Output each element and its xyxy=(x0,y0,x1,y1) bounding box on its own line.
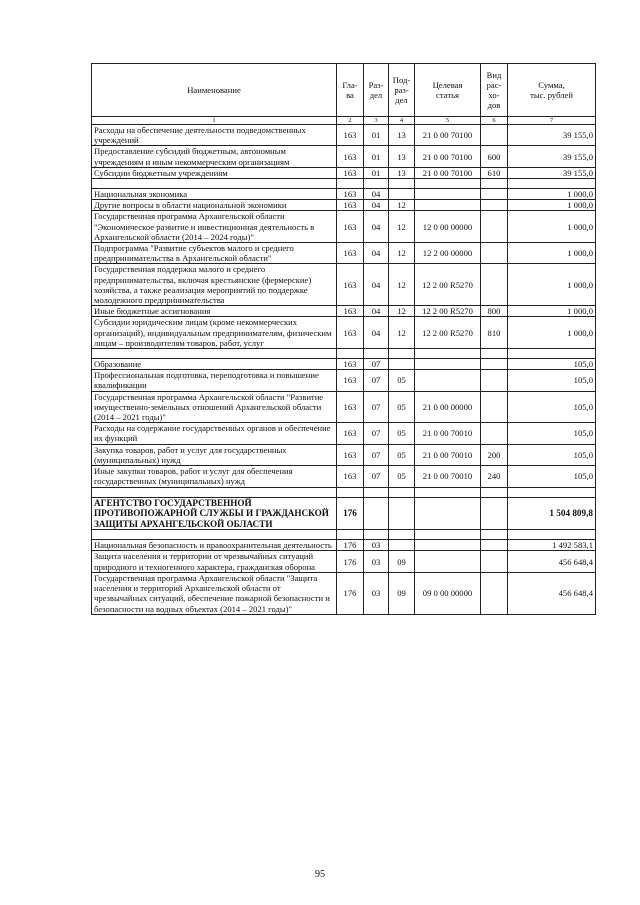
row-section: 07 xyxy=(364,359,389,370)
row-sum: 1 000,0 xyxy=(508,200,596,211)
row-sum: 39 155,0 xyxy=(508,125,596,146)
row-expense-type xyxy=(481,243,508,264)
row-expense-type xyxy=(481,264,508,306)
row-target-article xyxy=(415,530,481,540)
row-target-article: 21 0 00 70010 xyxy=(415,466,481,487)
row-sum: 39 155,0 xyxy=(508,146,596,167)
row-section: 04 xyxy=(364,211,389,243)
row-chapter: 163 xyxy=(337,211,364,243)
row-sum: 105,0 xyxy=(508,466,596,487)
row-sum xyxy=(508,487,596,497)
row-sum: 1 492 583,1 xyxy=(508,540,596,551)
row-expense-type: 240 xyxy=(481,466,508,487)
row-subsection: 05 xyxy=(389,370,415,391)
row-name: Иные бюджетные ассигнования xyxy=(92,306,337,317)
row-section: 04 xyxy=(364,200,389,211)
row-section: 01 xyxy=(364,167,389,178)
table-row xyxy=(92,551,596,572)
table-row xyxy=(92,391,596,423)
row-subsection: 13 xyxy=(389,146,415,167)
row-target-article: 12 2 00 00000 xyxy=(415,243,481,264)
row-target-article xyxy=(415,540,481,551)
row-subsection: 12 xyxy=(389,306,415,317)
row-name: Субсидии юридическим лицам (кроме некоммерческих организаций), индивидуальным предпринимателям, физическим лицам – производителям товаров, работ, услуг xyxy=(92,317,337,349)
row-subsection: 12 xyxy=(389,243,415,264)
row-target-article xyxy=(415,200,481,211)
page-number: 95 xyxy=(315,869,325,880)
row-sum: 105,0 xyxy=(508,370,596,391)
row-section: 04 xyxy=(364,264,389,306)
table-row xyxy=(92,359,596,370)
row-sum xyxy=(508,349,596,359)
row-subsection: 12 xyxy=(389,211,415,243)
table-row xyxy=(92,306,596,317)
table-row xyxy=(92,572,596,614)
row-name: Государственная поддержка малого и среднего предпринимательства, включая крестьянские (фермерские) хозяйства, а также реализация мероприятий по поддержке молодежного предпринимательства xyxy=(92,264,337,306)
header-chapter: Гла- ва xyxy=(337,64,364,117)
row-name: Другие вопросы в области национальной экономики xyxy=(92,200,337,211)
row-chapter xyxy=(337,179,364,189)
row-chapter: 163 xyxy=(337,146,364,167)
row-chapter: 176 xyxy=(337,497,364,530)
row-subsection: 12 xyxy=(389,264,415,306)
header-section: Раз- дел xyxy=(364,64,389,117)
row-name xyxy=(92,487,337,497)
row-name: Расходы на обеспечение деятельности подведомственных учреждений xyxy=(92,125,337,146)
row-target-article xyxy=(415,370,481,391)
row-section: 04 xyxy=(364,243,389,264)
row-chapter: 163 xyxy=(337,391,364,423)
header-sum: Сумма, тыс. рублей xyxy=(508,64,596,117)
row-name: Предоставление субсидий бюджетным, автономным учреждениям и иным некоммерческим организациям xyxy=(92,146,337,167)
row-expense-type xyxy=(481,125,508,146)
row-expense-type xyxy=(481,391,508,423)
row-expense-type xyxy=(481,572,508,614)
row-expense-type: 200 xyxy=(481,444,508,465)
table-row xyxy=(92,189,596,200)
row-target-article xyxy=(415,179,481,189)
row-expense-type xyxy=(481,200,508,211)
row-expense-type xyxy=(481,423,508,444)
row-subsection: 05 xyxy=(389,466,415,487)
table-row xyxy=(92,540,596,551)
spacer-row xyxy=(92,530,596,540)
row-section: 07 xyxy=(364,466,389,487)
table-row xyxy=(92,317,596,349)
table-row xyxy=(92,211,596,243)
row-target-article: 21 0 00 70100 xyxy=(415,125,481,146)
row-expense-type xyxy=(481,179,508,189)
row-expense-type xyxy=(481,540,508,551)
table-row xyxy=(92,444,596,465)
row-target-article: 12 2 00 R5270 xyxy=(415,317,481,349)
row-section: 01 xyxy=(364,146,389,167)
row-target-article: 12 0 00 00000 xyxy=(415,211,481,243)
column-number: 5 xyxy=(415,117,481,125)
row-subsection: 12 xyxy=(389,200,415,211)
row-target-article: 12 2 00 R5270 xyxy=(415,306,481,317)
header-subsection: Под- раз- дел xyxy=(389,64,415,117)
row-chapter: 163 xyxy=(337,359,364,370)
row-target-article: 09 0 00 00000 xyxy=(415,572,481,614)
row-sum: 1 504 809,8 xyxy=(508,497,596,530)
row-section: 04 xyxy=(364,306,389,317)
row-name xyxy=(92,349,337,359)
row-section: 03 xyxy=(364,551,389,572)
row-section: 03 xyxy=(364,572,389,614)
budget-table xyxy=(91,63,596,615)
row-expense-type xyxy=(481,530,508,540)
row-chapter: 163 xyxy=(337,466,364,487)
row-sum: 1 000,0 xyxy=(508,189,596,200)
row-chapter xyxy=(337,487,364,497)
row-expense-type: 800 xyxy=(481,306,508,317)
row-subsection: 13 xyxy=(389,125,415,146)
row-sum: 1 000,0 xyxy=(508,317,596,349)
row-subsection: 05 xyxy=(389,444,415,465)
row-expense-type xyxy=(481,551,508,572)
row-target-article xyxy=(415,487,481,497)
spacer-row xyxy=(92,179,596,189)
row-target-article: 21 0 00 00000 xyxy=(415,391,481,423)
row-name: Государственная программа Архангельской области "Развитие имущественно-земельных отношений Архангельской области (2014 – 2021 годы)" xyxy=(92,391,337,423)
row-chapter: 163 xyxy=(337,125,364,146)
row-chapter: 176 xyxy=(337,551,364,572)
row-subsection xyxy=(389,349,415,359)
row-name xyxy=(92,530,337,540)
row-name: Субсидии бюджетным учреждениям xyxy=(92,167,337,178)
table-row xyxy=(92,264,596,306)
row-expense-type: 600 xyxy=(481,146,508,167)
table-row xyxy=(92,466,596,487)
table-row xyxy=(92,423,596,444)
row-target-article xyxy=(415,349,481,359)
row-chapter: 163 xyxy=(337,317,364,349)
row-section: 07 xyxy=(364,370,389,391)
table-row xyxy=(92,146,596,167)
row-chapter: 163 xyxy=(337,200,364,211)
row-target-article: 21 0 00 70010 xyxy=(415,444,481,465)
row-section: 04 xyxy=(364,189,389,200)
row-name: Государственная программа Архангельской области "Защита населения и территорий Архангельской области от чрезвычайных ситуаций, обеспечение пожарной безопасности и безопасности на водных объектах (2014 – 2021 годы)" xyxy=(92,572,337,614)
table-row xyxy=(92,125,596,146)
row-section xyxy=(364,179,389,189)
row-sum: 1 000,0 xyxy=(508,243,596,264)
column-number: 6 xyxy=(481,117,508,125)
row-sum xyxy=(508,179,596,189)
row-subsection: 09 xyxy=(389,572,415,614)
table-row xyxy=(92,370,596,391)
column-number: 7 xyxy=(508,117,596,125)
row-chapter: 163 xyxy=(337,264,364,306)
header-target-article: Целевая статья xyxy=(415,64,481,117)
row-name: Профессиональная подготовка, переподготовка и повышение квалификации xyxy=(92,370,337,391)
row-expense-type xyxy=(481,211,508,243)
row-name: Защита населения и территории от чрезвычайных ситуаций природного и техногенного характера, гражданская оборона xyxy=(92,551,337,572)
row-subsection xyxy=(389,497,415,530)
row-subsection: 05 xyxy=(389,423,415,444)
row-expense-type xyxy=(481,497,508,530)
row-chapter: 163 xyxy=(337,370,364,391)
header-expense-type: Вид рас- хо- дов xyxy=(481,64,508,117)
row-section: 04 xyxy=(364,317,389,349)
row-expense-type xyxy=(481,349,508,359)
table-row xyxy=(92,167,596,178)
row-name: Закупка товаров, работ и услуг для государственных (муниципальных) нужд xyxy=(92,444,337,465)
row-name: Подпрограмма "Развитие субъектов малого и среднего предпринимательства в Архангельской области" xyxy=(92,243,337,264)
row-section xyxy=(364,530,389,540)
row-chapter: 163 xyxy=(337,167,364,178)
table-body xyxy=(92,125,596,615)
table-row xyxy=(92,200,596,211)
row-subsection xyxy=(389,530,415,540)
row-subsection: 09 xyxy=(389,551,415,572)
row-sum: 1 000,0 xyxy=(508,306,596,317)
row-name: Государственная программа Архангельской области "Экономическое развитие и инвестиционная деятельность в Архангельской области (2014 – 2024 годы)" xyxy=(92,211,337,243)
row-target-article xyxy=(415,359,481,370)
row-sum: 1 000,0 xyxy=(508,264,596,306)
row-sum: 105,0 xyxy=(508,444,596,465)
column-number-row xyxy=(92,117,596,125)
row-chapter: 176 xyxy=(337,572,364,614)
row-sum: 105,0 xyxy=(508,391,596,423)
row-target-article: 21 0 00 70100 xyxy=(415,167,481,178)
row-section xyxy=(364,349,389,359)
row-chapter: 163 xyxy=(337,243,364,264)
row-chapter: 163 xyxy=(337,444,364,465)
row-chapter xyxy=(337,530,364,540)
row-name: АГЕНТСТВО ГОСУДАРСТВЕННОЙ ПРОТИВОПОЖАРНОЙ СЛУЖБЫ И ГРАЖДАНСКОЙ ЗАЩИТЫ АРХАНГЕЛЬСКОЙ ОБЛАСТИ xyxy=(92,497,337,530)
row-subsection: 12 xyxy=(389,317,415,349)
row-name: Образование xyxy=(92,359,337,370)
row-sum xyxy=(508,530,596,540)
row-section: 07 xyxy=(364,423,389,444)
row-subsection xyxy=(389,359,415,370)
row-sum: 456 648,4 xyxy=(508,551,596,572)
row-chapter: 163 xyxy=(337,306,364,317)
row-target-article xyxy=(415,551,481,572)
row-sum: 105,0 xyxy=(508,359,596,370)
row-subsection xyxy=(389,487,415,497)
row-expense-type xyxy=(481,189,508,200)
row-subsection xyxy=(389,189,415,200)
row-chapter: 176 xyxy=(337,540,364,551)
row-section: 07 xyxy=(364,444,389,465)
row-sum: 1 000,0 xyxy=(508,211,596,243)
column-number: 4 xyxy=(389,117,415,125)
row-expense-type: 610 xyxy=(481,167,508,178)
row-name: Национальная экономика xyxy=(92,189,337,200)
spacer-row xyxy=(92,487,596,497)
header-name: Наименование xyxy=(92,64,337,117)
column-number: 3 xyxy=(364,117,389,125)
column-number: 1 xyxy=(92,117,337,125)
row-name: Расходы на содержание государственных органов и обеспечение их функций xyxy=(92,423,337,444)
row-sum: 39 155,0 xyxy=(508,167,596,178)
row-section: 03 xyxy=(364,540,389,551)
row-sum: 105,0 xyxy=(508,423,596,444)
header-row xyxy=(92,64,596,117)
table-row xyxy=(92,243,596,264)
row-section: 07 xyxy=(364,391,389,423)
row-target-article xyxy=(415,189,481,200)
row-section: 01 xyxy=(364,125,389,146)
spacer-row xyxy=(92,349,596,359)
row-target-article: 12 2 00 R5270 xyxy=(415,264,481,306)
row-expense-type: 810 xyxy=(481,317,508,349)
row-section xyxy=(364,497,389,530)
table-row xyxy=(92,497,596,530)
row-expense-type xyxy=(481,370,508,391)
column-number: 2 xyxy=(337,117,364,125)
row-expense-type xyxy=(481,359,508,370)
row-subsection xyxy=(389,179,415,189)
row-name: Иные закупки товаров, работ и услуг для обеспечения государственных (муниципальных) нужд xyxy=(92,466,337,487)
row-subsection: 05 xyxy=(389,391,415,423)
row-name: Национальная безопасность и правоохранительная деятельность xyxy=(92,540,337,551)
row-target-article: 21 0 00 70100 xyxy=(415,146,481,167)
row-subsection: 13 xyxy=(389,167,415,178)
row-name xyxy=(92,179,337,189)
row-chapter xyxy=(337,349,364,359)
row-subsection xyxy=(389,540,415,551)
row-section xyxy=(364,487,389,497)
row-chapter: 163 xyxy=(337,423,364,444)
row-chapter: 163 xyxy=(337,189,364,200)
row-expense-type xyxy=(481,487,508,497)
row-target-article: 21 0 00 70010 xyxy=(415,423,481,444)
row-target-article xyxy=(415,497,481,530)
row-sum: 456 648,4 xyxy=(508,572,596,614)
